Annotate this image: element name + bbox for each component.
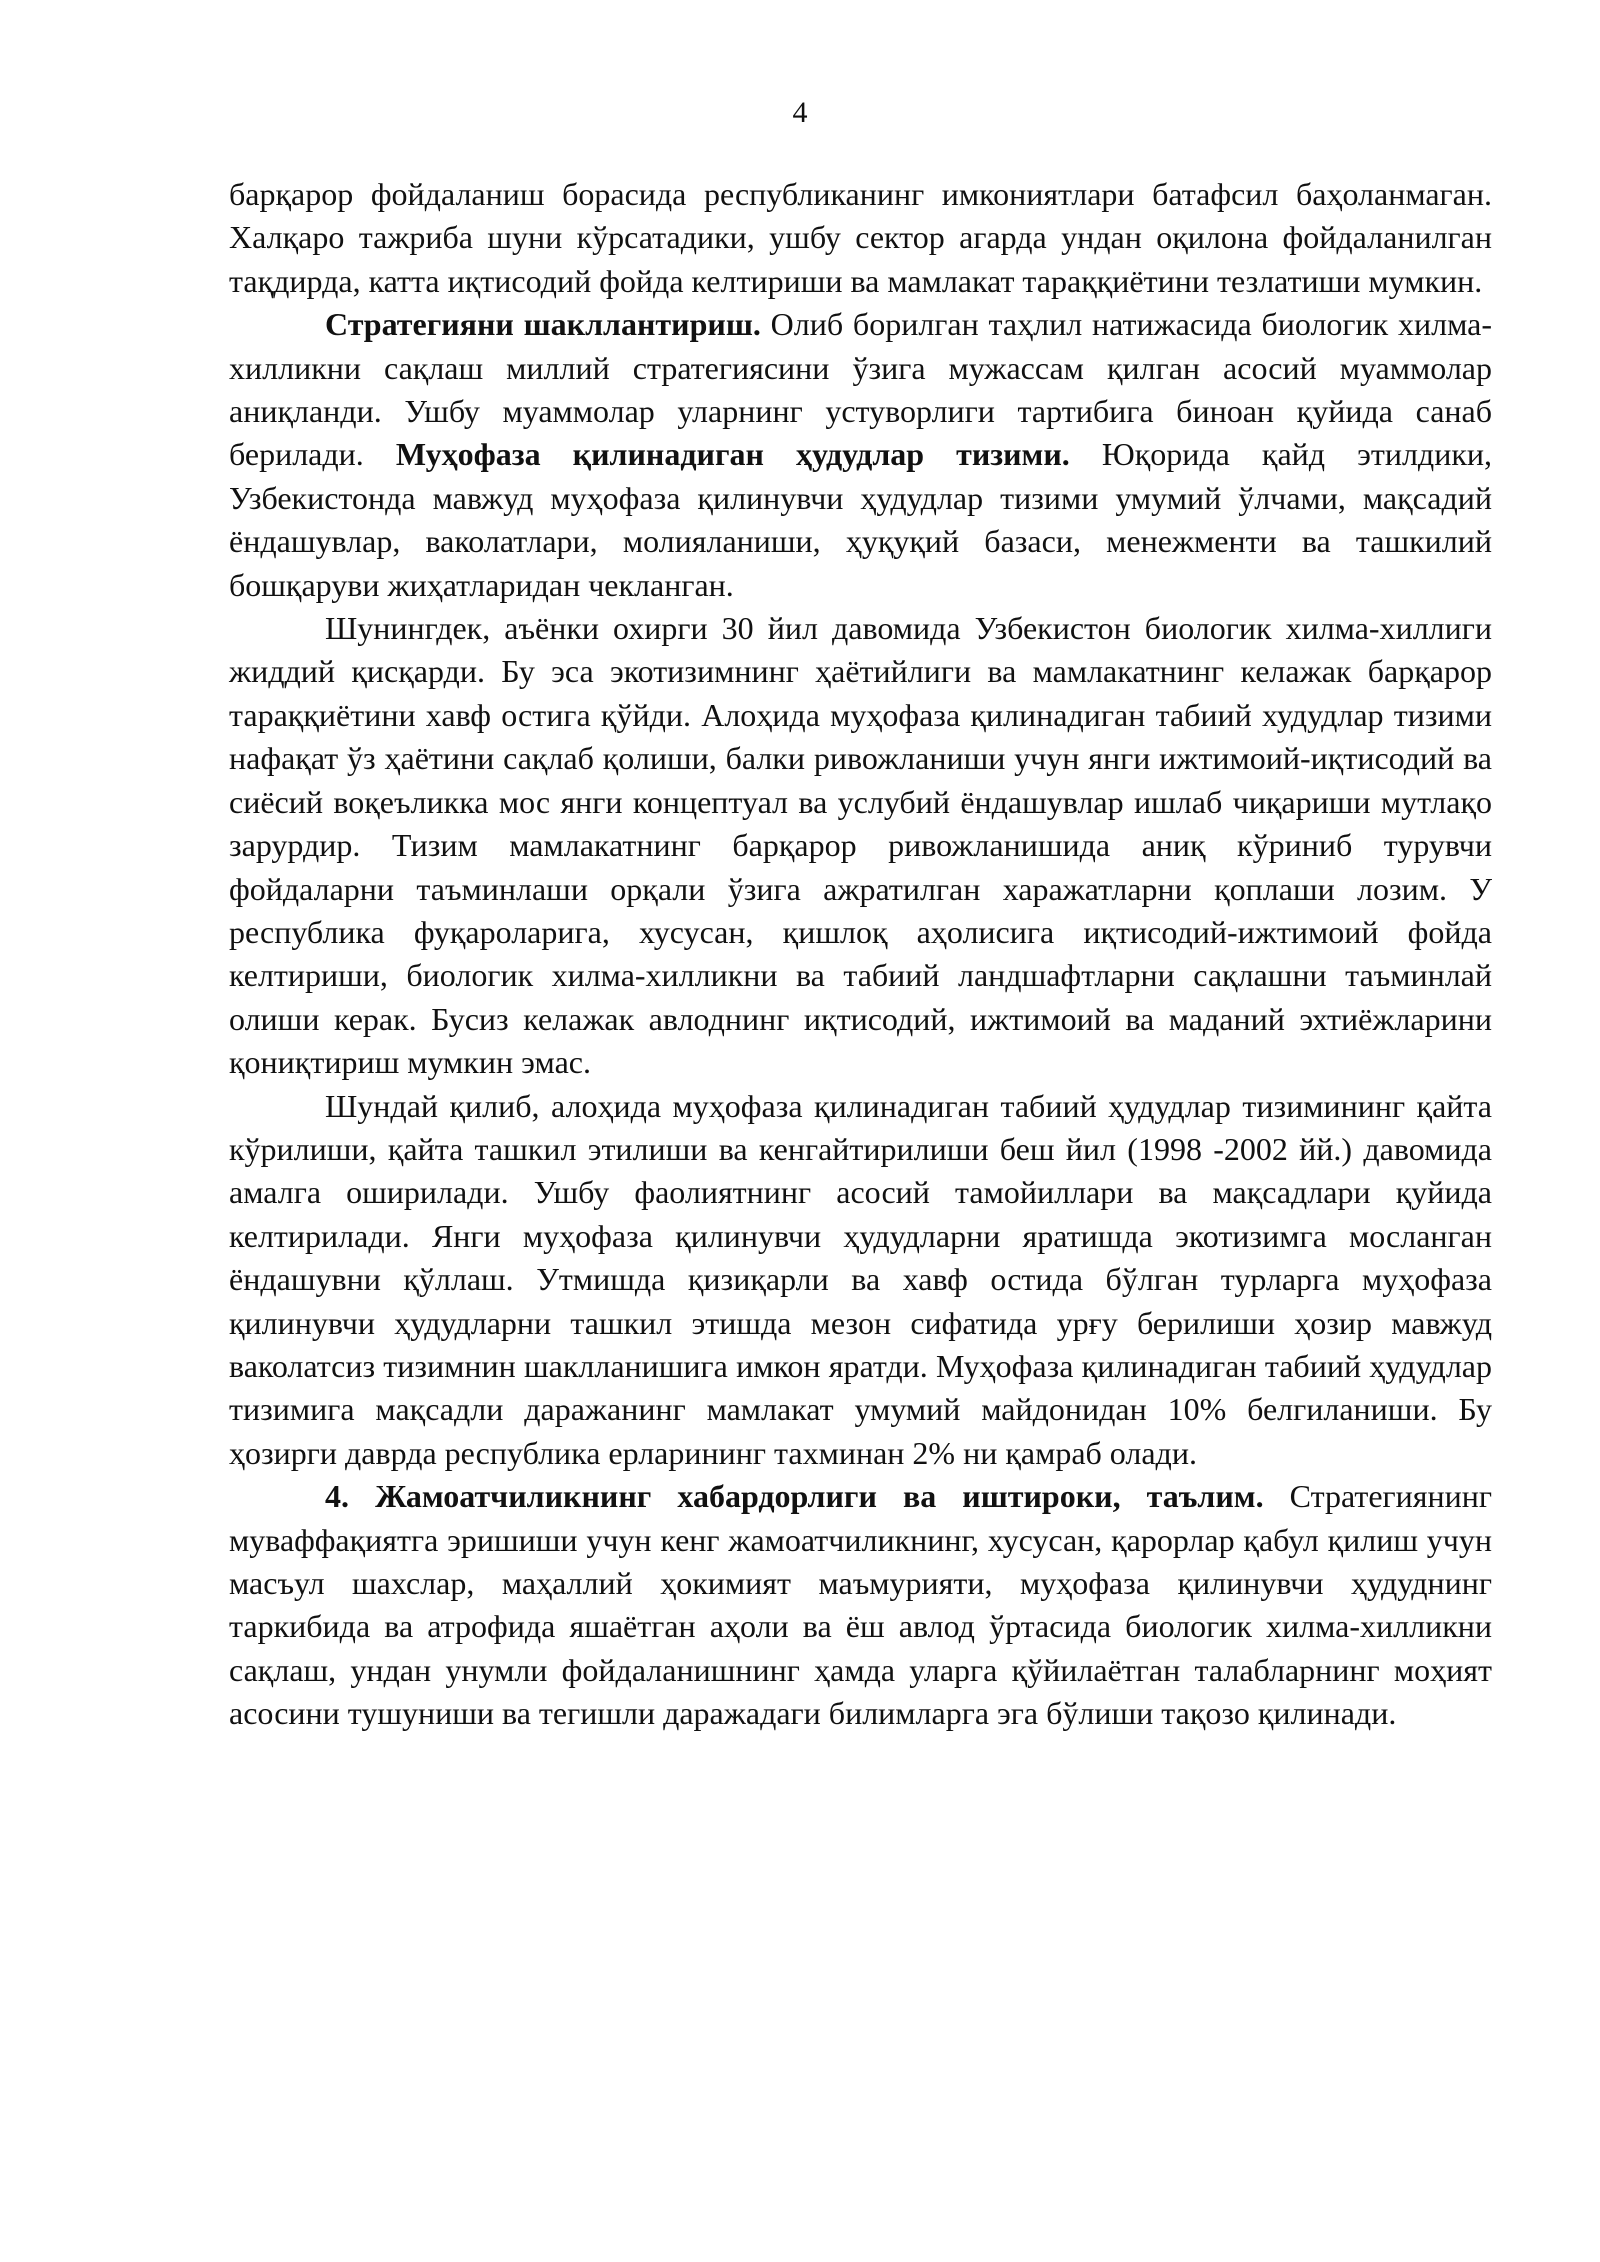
heading-public-awareness: 4. Жамоатчиликнинг хабардорлиги ва иштироки, таълим. [325, 1478, 1264, 1515]
paragraph-1: барқарор фойдаланиш борасида республиканинг имкониятлари батафсил баҳоланмаган. Халқаро тажриба шуни кўрсатадики, ушбу сектор агарда ундан оқилона фойдаланилган тақдирда, катта иқтисодий фойда келтириши ва мамлакат тараққиётини тезлатиши мумкин. [229, 176, 1492, 299]
paragraph-2-text-2: Юқорида қайд этилдики, Узбекистонда мавжуд муҳофаза қилинувчи ҳудудлар тизими умумий ўлчами, мақсадий ёндашувлар, ваколатлари, молияланиши, ҳуқуқий базаси, менежменти ва ташкилий бошқаруви жиҳатларидан чекланган. [229, 436, 1493, 603]
paragraph-5 [229, 1475, 1492, 1735]
paragraph-2-text-1: Олиб борилган таҳлил натижасида биологик хилма-хилликни сақлаш миллий стратегиясини ўзига мужассам қилган асосий муаммолар аниқланди. Ушбу муаммолар уларнинг устуворлиги тартибига биноан қуйида санаб берилади. [229, 306, 1493, 473]
paragraph-4: Шундай қилиб, алоҳида муҳофаза қилинадиган табиий ҳудудлар тизимининг қайта кўрилиши, қайта ташкил этилиши ва кенгайтирилиши беш йил (1998 -2002 йй.) давомида амалга оширилади. Ушбу фаолиятнинг асосий тамойиллари ва мақсадлари қуйида келтирилади. Янги муҳофаза қилинувчи ҳудудларни яратишда экотизимга мосланган ёндашувни қўллаш. Утмишда қизиқарли ва хавф остида бўлган турларга муҳофаза қилинувчи ҳудудларни ташкил этишда мезон сифатида урғу берилиши ҳозир мавжуд ваколатсиз тизимнин шаклланишига имкон яратди. Муҳофаза қилинадиган табиий ҳудудлар тизимига мақсадли даражанинг мамлакат умумий майдонидан 10% белгиланиши. Бу ҳозирги даврда республика ерларининг тахминан 2% ни қамраб олади. [229, 1087, 1492, 1471]
paragraph-3: Шунингдек, аъёнки охирги 30 йил давомида Узбекистон биологик хилма-хиллиги жиддий қисқарди. Бу эса экотизимнинг ҳаётийлиги ва мамлакатнинг келажак барқарор тараққиётини хавф остига қўйди. Алоҳида муҳофаза қилинадиган табиий худудлар тизими нафақат ўз ҳаётини сақлаб қолиши, балки ривожланиши учун янги ижтимоий-иқтисодий ва сиёсий воқеъликка мос янги концептуал ва услубий ёндашувлар ишлаб чиқариши мутлақо зарурдир. Тизим мамлакатнинг барқарор ривожланишида аниқ кўриниб турувчи фойдаларни таъминлаши орқали ўзига ажратилган харажатларни қоплаши лозим. У республика фуқароларига, хусусан, қишлоқ аҳолисига иқтисодий-ижтимоий фойда келтириши, биологик хилма-хилликни ва табиий ландшафтларни сақлашни таъминлай олиши керак. Бусиз келажак авлоднинг иқтисодий, ижтимоий ва маданий эхтиёжларини қониқтириш мумкин эмас. [229, 610, 1492, 1081]
page-number: 4 [792, 96, 808, 129]
document-body [229, 173, 1492, 1736]
heading-strategy-formation: Стратегияни шакллантириш. [325, 306, 761, 343]
paragraph-5-text: Стратегиянинг муваффақиятга эришиши учун кенг жамоатчиликнинг, хусусан, қарорлар қабул қилиш учун масъул шахслар, маҳаллий ҳокимият маъмурияти, муҳофаза қилинувчи ҳудуднинг таркибида ва атрофида яшаётган аҳоли ва ёш авлод ўртасида биологик хилма-хилликни сақлаш, ундан унумли фойдаланишнинг ҳамда уларга қўйилаётган талабларнинг моҳият асосини тушуниши ва тегишли даражадаги билимларга эга бўлиши тақозо қилинади. [229, 1478, 1493, 1732]
heading-protected-areas-system: Муҳофаза қилинадиган ҳудудлар тизими. [395, 436, 1070, 473]
paragraph-2 [229, 303, 1492, 607]
